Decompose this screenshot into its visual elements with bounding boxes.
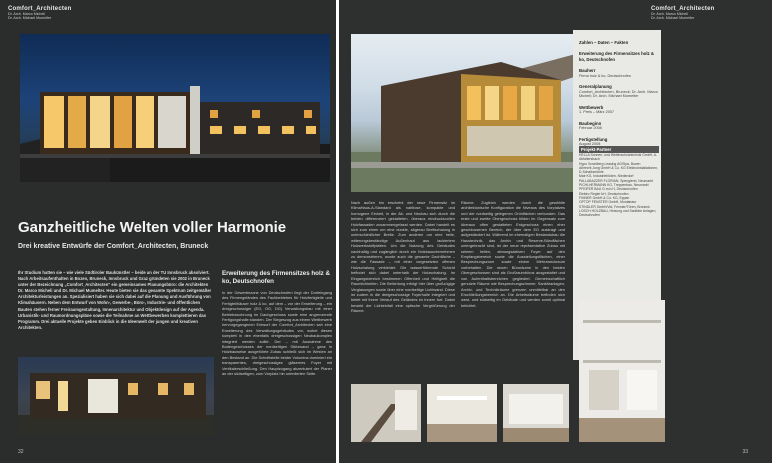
partner-item: STINDLER GmbH/Vid, Fenster/Türen, Bruneck (579, 204, 650, 209)
page-number-left: 32 (18, 449, 24, 455)
header-name-2: Dr. Arch. Michael Mumelter (8, 16, 52, 21)
header-title: Comfort_Architecten (8, 6, 72, 12)
fact-2-value: Comfort_Architecten, Bruneck; Dr. Arch. Marco Micheli; Dr. Arch. Michael Mumelter (579, 89, 658, 99)
right-column-2: Räume. Zugleich werden durch die gewählte architektonische Konfiguration die Niveaus des Vorplatzes und der nordseitig gelegenen Grünflächen verbunden. Das erste und zweite Obergeschoss bilden im Gegensatz zum überaus offen gestalteten Erdgeschoss einen eher geschlossenen Bereich, der über dem EG auskragt und aufgeständert ist. Während im ehemaligen Bestandsbau die Haustechnik, das Archiv und Reserve-Büroflächen untergebracht sind, ist der neue repräsentative Zubau mit seinem hellen, atmungsaktiven Foyer auf den Empfangsbereich sowie die Ausstellungsflächen, einer Besprechungszone sowie einem Mehrzweckraum vorbehalten. Die neuen Büroräume in den beiden Obergeschossen sind als Großraumbüros ausgestaltet und von Aufenthaltsbereichen gegliedert. Gemeinschaftlich genutzte Räume wie Besprechungszimmer, Sanitäranlagen, Archiv- und Technikräume grenzen unmittelbar an den Erschließungsbereich an. Die Arbeitsräume befinden sich west- und südseitig im Gebäude und werden somit optimal belichtet. (461, 200, 565, 308)
header-name-right-1: Dr. Arch. Marco Micheli (651, 12, 688, 16)
partner-item: Hypo Vorarlberg Leasing AG/Spa, Bozen (579, 161, 641, 166)
partner-item: PALLABAZZER FLORIAN, Spenglerei, Neumarkt (579, 178, 653, 183)
building-night-illustration (20, 34, 330, 182)
fact-1-label: Bauherr (579, 68, 596, 74)
partner-item: HELLA Sonnen- und Wetterschutztechnik GmbH, A-Abfaltersbach (579, 153, 658, 162)
header-name-right-2: Dr. Arch. Michael Mumelter (651, 16, 695, 21)
interior-photo-stairs (351, 384, 421, 442)
interior-photo-atrium (579, 300, 665, 442)
facts-title: Zahlen – Daten – Fakten (579, 40, 629, 45)
partner-item: Mair KG, Industrieböden, Niederdorf (579, 174, 634, 179)
facts-list (579, 40, 659, 147)
header-name-1: Dr. Arch. Marco Micheli (8, 12, 45, 16)
article-intro: Ihr Studium hatten sie – wie viele Südtiroler Baukünstler – beide an der TU Innsbruck absolviert. Nach Arbeitsaufenthalten in Bozen, Bruneck, Innsbruck und Graz gründeten sie 2002 in Bruneck unter der Bezeichnung „Comfort_Architecten" ein gemeinsames Planungsbüro: die Architekten Dr. Marco Micheli und Dr. Michael Mumelter. Heute bieten sie das gesamte Spektrum zeitgemäßer Architekturleistungen an. Spezialisiert haben sie sich dabei auf die Planung und Ausführung von Klimahäusern. Neben dem Entwurf von Wohn-, Gewerbe-, Büro-, Industrie- und öffentlichen Bauten stehen ferner Freiraumgestaltung, Innenarchitektur und Objektdesign auf der Agenda. Urbanistik- und Raumordnungspläne sowie die Teilnahme an Wettbewerben komplettieren das Programm. Drei aktuelle Projekte geben Einblick in die Ideenwelt der jungen und kreativen Architekten. (18, 270, 212, 330)
partner-item: FINNER GmbH & Co. KG, Eppan (579, 195, 630, 200)
left-page (0, 0, 336, 463)
header-title-right: Comfort_Architecten (651, 6, 715, 12)
right-header (651, 6, 714, 21)
left-header (8, 6, 71, 21)
fact-3-value: 1. Preis – März 2007 (579, 110, 615, 115)
section-heading: Erweiterung des Firmensitzes holz & ko, Deutschnofen (222, 270, 330, 285)
fact-1-value: Firma holz & ko, Deutschnofen (579, 73, 631, 78)
interior-photo-office (427, 384, 497, 442)
partner-item: PICHLHERMANN KG, Treppenbau, Neumarkt (579, 183, 649, 188)
page-number-right: 33 (742, 449, 748, 455)
fact-5-value: August 2008 (579, 142, 601, 147)
fact-3-label: Wettbewerb (579, 104, 604, 110)
article-headline: Ganzheitliche Welten voller Harmonie (18, 219, 287, 236)
building-exterior-photo (18, 357, 214, 435)
fact-2-label: Generalplanung (579, 84, 612, 90)
fact-0-label: Erweiterung des Firmensitzes holz & ko, Deutschnofen (579, 51, 654, 62)
article-subheadline: Drei kreative Entwürfe der Comfort_Architecten, Bruneck (18, 243, 209, 250)
partner-item: LOSCH HOLZBAU, Heizung und Sanitäre Anlagen, Deutschnofen (579, 208, 657, 218)
right-page (339, 0, 772, 463)
hero-building-photo (20, 34, 330, 182)
fact-4-label: Baubeginn (579, 120, 602, 126)
fact-4-value: Februar 2008 (579, 126, 602, 131)
interior-photo-hall (503, 384, 569, 442)
fact-5-label: Fertigstellung (579, 136, 608, 142)
section-body: In der Gewerbezone von Deutschnofen liegt der Dorfeingang des Firmengeländes des Fachbetriebes für Holzfertigteile und Fertigteilhäuser holz & ko, auf dem – vor der Erweiterung – ein dreigeschossiger (EG, OG, DG) Verwaltungsbau mit einer Betriebswohnung im Dachgeschoss sowie eine angrenzende Fertigungshalle standen. Der Siegeszug aus einem Wettbewerb hervorgegangenen Entwurf der Comfort_Architecten sah eine Erweiterung des Verwaltungsgebäudes vor, wobei dieses komplett in den ebenfalls dreigeschossigen Neubaukomplex integriert werden sollte. Der – mit Ausnahme des Bodengeschosses der nordseitigen Stützwand – ganz in Holzbauweise ausgeführte Zubau schließt sich im Westen an den Bestand an. Die Schnittstelle beider Volumina dominiert ein transparentes, dreigeschossiges gläsernes Foyer mit Vertikalerschließung. Den Hauptzugang akzentuiert der Planer an der südseitigen, zum Vorplatz hin orientierten Seite. (222, 290, 332, 377)
partners-title: Projekt-Partner (579, 146, 659, 153)
partner-item: OPTOP FENSTER GmbH, Montabaur (579, 200, 637, 205)
right-column-1: Nach außen hin erscheint der neue Firmensitz im KlimaHaus-A-Standard als nahtlose, kompakte und homogene Einheit, in der Alt- und Neubau sich durch die beiden differenziert gestalteten, überaus eindrucksvollen Holzfassaden zusammengefasst werden. Dabei handelt es sich zum einen um eine dunkle, sägerau Brettschalung in unterschiedlicher Breite. Zum anderen um eine helle, witterungsbeständige Außenhaut aus lackiertem Holzwerkstoffplatten. Um die Nutzung des Gebäudes nachhaltig und zugänglich durch ein Holzbauunternehmen zu demonstrieren, wurde auch die gesamte Dachfläche – wie die Fassade – mit einer vorgesetzten offenen Holzschalung verkleidet. Die wasserführende Schicht befindet sich dabei unterhalb der Holzschalung. Im Eingangsbereich bestimmen Offenheit und Helligkeit die Raumlichkeiten. Die Belichtung erfolgt hier über großzügige Verglasungen sowie über eine nordseitige Lichtwand. Diese ist zudem in die dreigeschossige Foyerhalle integriert und bietet mit ihrem Verlauf des Geländes im Innern fort. Dabei bewirkt der Lichteinfall eine optische Vergrößerung der Räume. (351, 200, 455, 314)
partner-item: Albrecht Jung GmbH & Co. KG Elektroinstallationen, D-Schalksmühle (579, 165, 658, 175)
partners-list (579, 146, 659, 217)
partner-item: Elektro Regier bH, Deutschnofen (579, 191, 629, 196)
partner-item: PFEIFER BAU G.m.b.H, Deutschnofen (579, 187, 638, 192)
